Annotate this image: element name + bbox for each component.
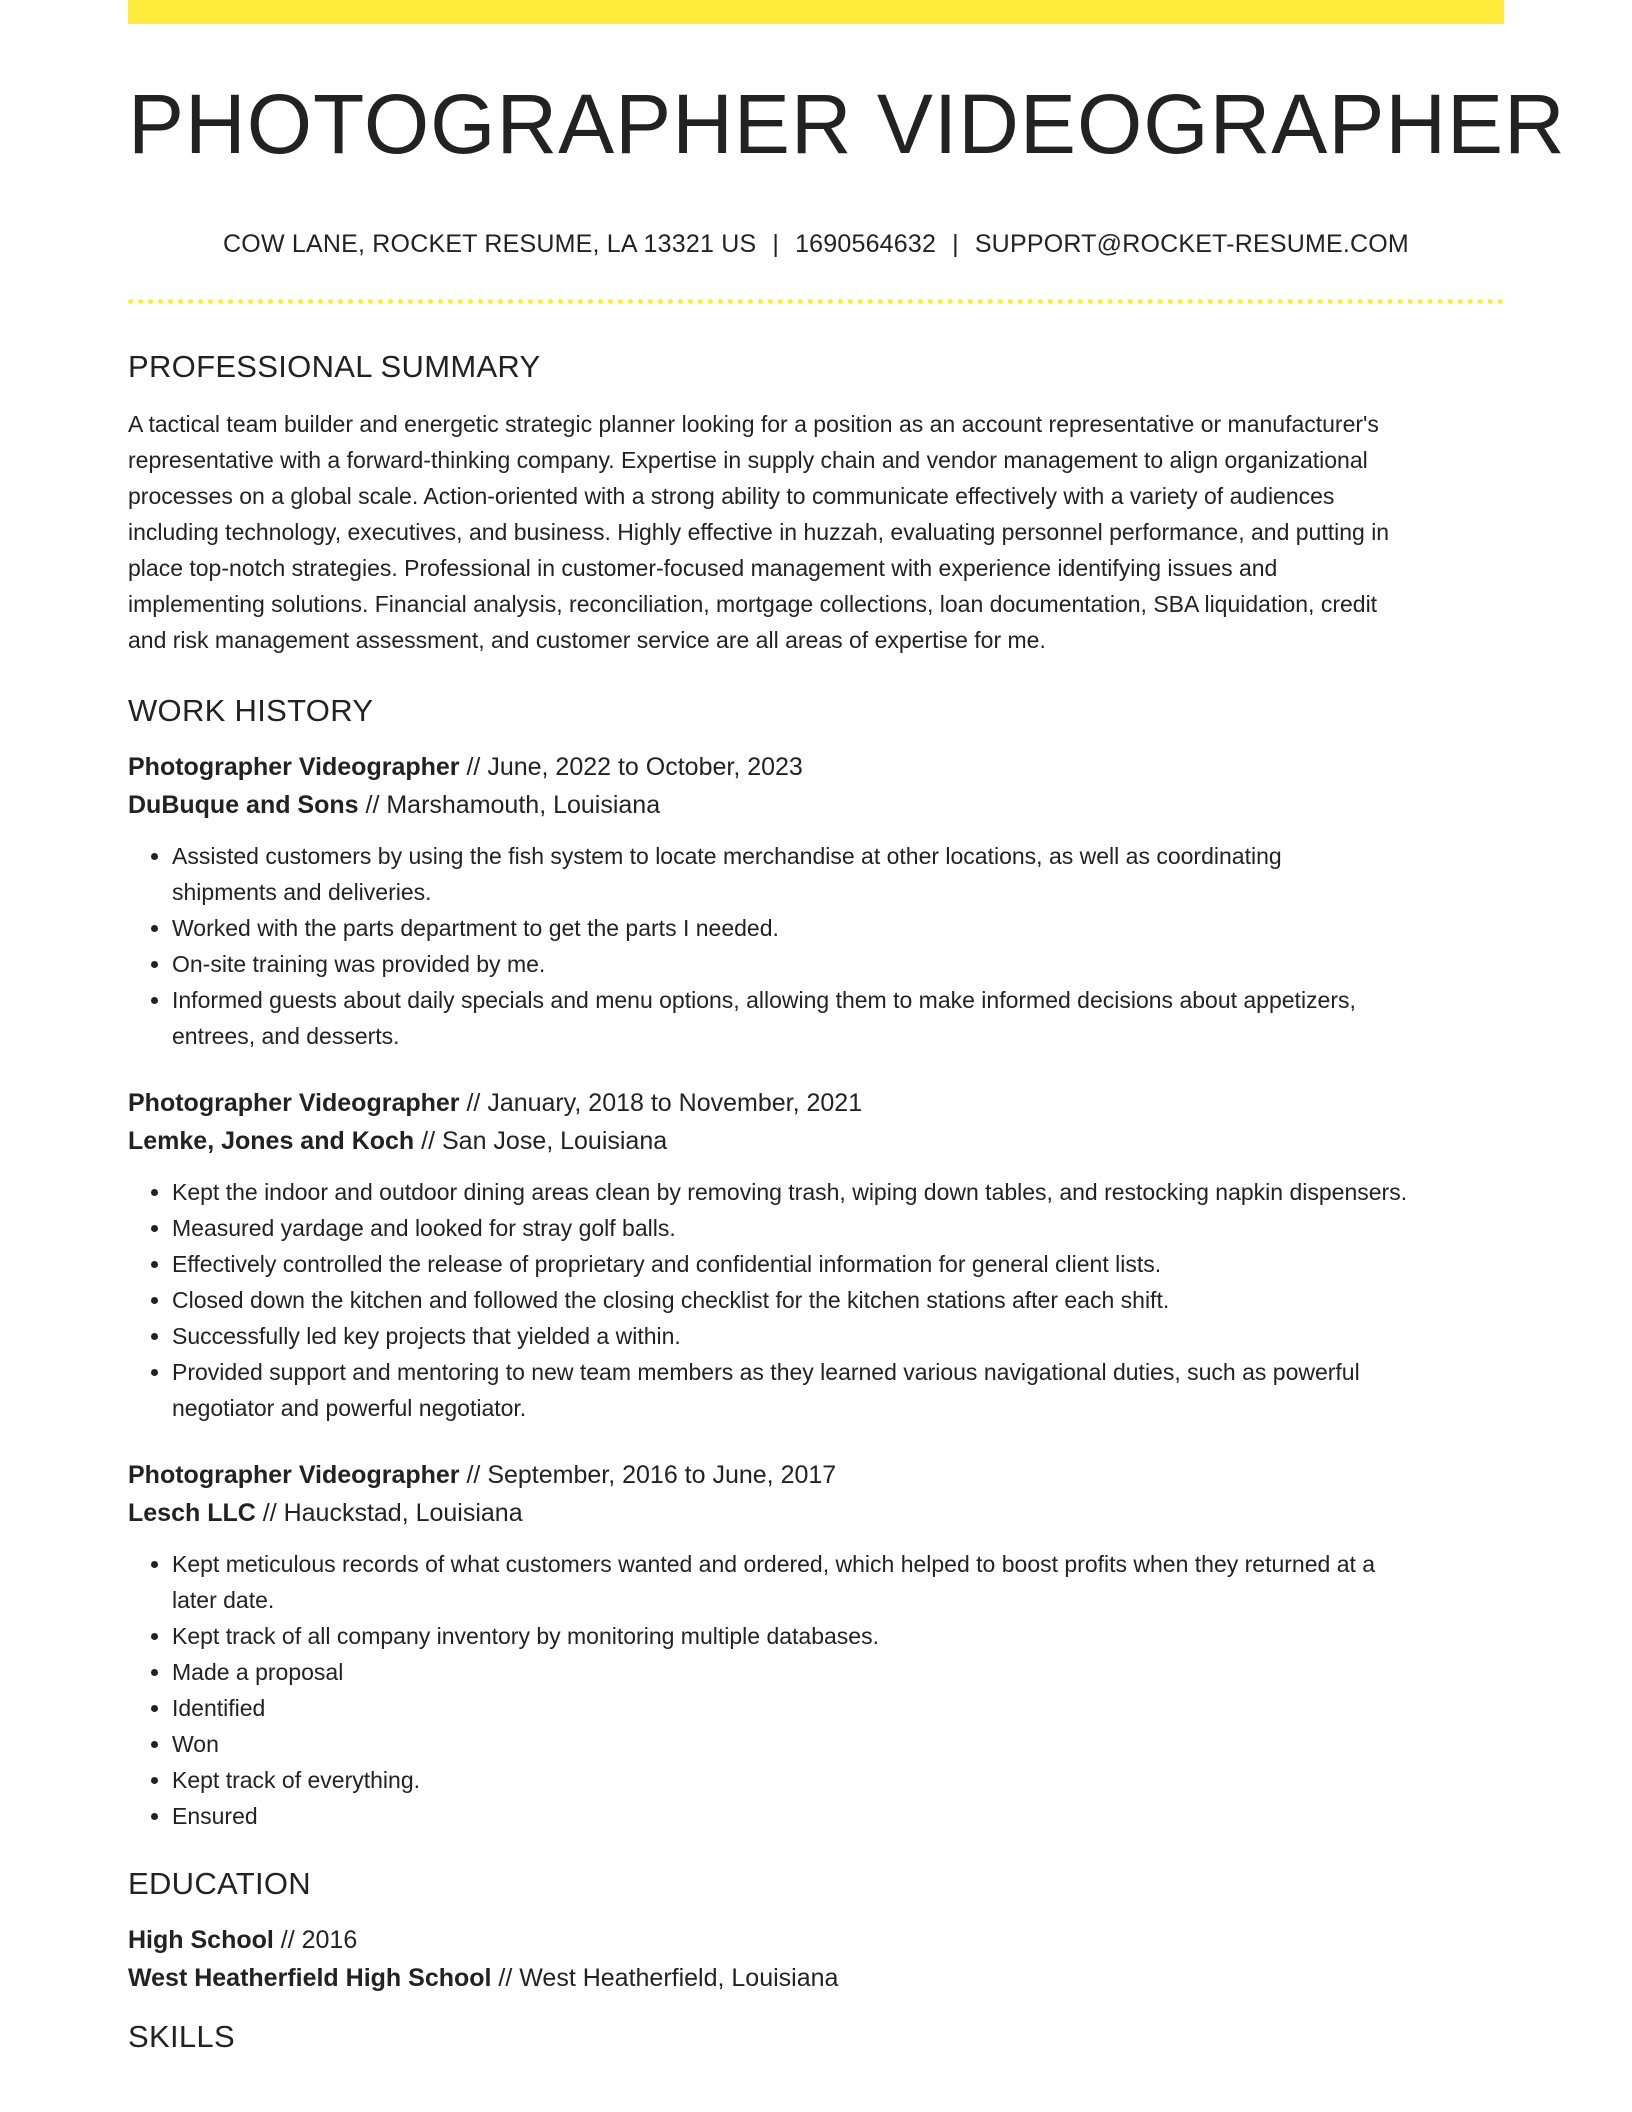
job-bullet <box>172 1690 1504 1726</box>
job-bullet <box>172 1798 1504 1834</box>
bullet-line: • On-site training was provided by me. <box>172 951 546 977</box>
summary-line: implementing solutions. Financial analysis, reconciliation, mortgage collections, loan documentation, SBA liquidation, credit <box>128 591 1378 617</box>
job-bullets <box>128 1546 1504 1834</box>
job-company: Lesch LLC <box>128 1499 256 1527</box>
job-title-line <box>128 1084 1504 1122</box>
bullet-line: • Measured yardage and looked for stray golf balls. <box>172 1215 676 1241</box>
contact-address: COW LANE, ROCKET RESUME, LA 13321 US <box>223 230 757 258</box>
job-bullets <box>128 838 1504 1054</box>
job-bullet <box>172 1354 1504 1426</box>
job-company: Lemke, Jones and Koch <box>128 1127 415 1155</box>
job-position: Photographer Videographer <box>128 1461 460 1489</box>
job-position: Photographer Videographer <box>128 1089 460 1117</box>
education-degree-line <box>128 1921 1504 1959</box>
job-bullet <box>172 982 1504 1054</box>
job-bullet <box>172 1546 1504 1618</box>
bullet-line: • Assisted customers by using the fish system to locate merchandise at other locations, as well as coordinating <box>172 843 1282 869</box>
job-dates: // January, 2018 to November, 2021 <box>459 1089 863 1117</box>
job-position: Photographer Videographer <box>128 753 460 781</box>
job-bullet <box>172 1762 1504 1798</box>
bullet-line: • Provided support and mentoring to new team members as they learned various navigational duties, such as powerful <box>172 1359 1360 1385</box>
bullet-line: • Ensured <box>172 1803 258 1829</box>
job-entry <box>128 748 1504 1054</box>
education-entry <box>128 1921 1504 1997</box>
summary-line: and risk management assessment, and customer service are all areas of expertise for me. <box>128 627 1046 653</box>
job-location: // San Jose, Louisiana <box>414 1127 668 1155</box>
resume-page <box>128 0 1566 2054</box>
contact-email[interactable]: SUPPORT@ROCKET-RESUME.COM <box>974 230 1409 258</box>
summary-line: processes on a global scale. Action-oriented with a strong ability to communicate effectively with a variety of audiences <box>128 483 1335 509</box>
bullet-line: • Informed guests about daily specials and menu options, allowing them to make informed decisions about appetizers, <box>172 987 1356 1013</box>
summary-line: including technology, executives, and business. Highly effective in huzzah, evaluating personnel performance, and putting in <box>128 519 1390 545</box>
bullet-line: • Kept meticulous records of what customers wanted and ordered, which helped to boost profits when they returned at a <box>172 1551 1376 1577</box>
job-location: // Hauckstad, Louisiana <box>255 1499 523 1527</box>
dotted-divider <box>128 299 1504 304</box>
education-degree: High School <box>128 1926 274 1954</box>
job-entry <box>128 1084 1504 1426</box>
bullet-line: • Made a proposal <box>172 1659 344 1685</box>
accent-top-bar <box>128 0 1504 24</box>
skills-heading: SKILLS <box>128 2019 235 2054</box>
resume-name: PHOTOGRAPHER VIDEOGRAPHER <box>128 77 1566 171</box>
summary-line: A tactical team builder and energetic strategic planner looking for a position as an account representative or manufacturer's <box>128 411 1379 437</box>
summary-text <box>128 406 1504 658</box>
job-company-line <box>128 1122 1504 1160</box>
summary-line: place top-notch strategies. Professional in customer-focused management with experience identifying issues and <box>128 555 1278 581</box>
job-bullets <box>128 1174 1504 1426</box>
bullet-line: • Identified <box>172 1695 266 1721</box>
bullet-line: • Effectively controlled the release of proprietary and confidential information for general client lists. <box>172 1251 1162 1277</box>
contact-line <box>128 232 1504 257</box>
job-bullet <box>172 1318 1504 1354</box>
job-bullet <box>172 1210 1504 1246</box>
job-bullet <box>172 946 1504 982</box>
summary-line: representative with a forward-thinking company. Expertise in supply chain and vendor management to align organizational <box>128 447 1368 473</box>
bullet-line: • Kept track of everything. <box>172 1767 421 1793</box>
bullet-line: • Successfully led key projects that yielded a within. <box>172 1323 681 1349</box>
job-company-line <box>128 786 1504 824</box>
bullet-line: • Closed down the kitchen and followed the closing checklist for the kitchen stations after each shift. <box>172 1287 1170 1313</box>
contact-separator: | <box>952 230 959 258</box>
bullet-line: • Worked with the parts department to get the parts I needed. <box>172 915 779 941</box>
job-bullet <box>172 1282 1504 1318</box>
bullet-line: • Kept the indoor and outdoor dining areas clean by removing trash, wiping down tables, and restocking napkin dispensers. <box>172 1179 1408 1205</box>
job-bullet <box>172 910 1504 946</box>
education-year: // 2016 <box>273 1926 358 1954</box>
bullet-line: • Won <box>172 1731 219 1757</box>
bullet-line: entrees, and desserts. <box>172 1023 400 1049</box>
job-title-line <box>128 748 1504 786</box>
education-school-line <box>128 1959 1504 1997</box>
education-heading: EDUCATION <box>128 1866 311 1901</box>
job-title-line <box>128 1456 1504 1494</box>
job-location: // Marshamouth, Louisiana <box>358 791 661 819</box>
job-company: DuBuque and Sons <box>128 791 359 819</box>
contact-separator: | <box>772 230 780 258</box>
contact-phone[interactable]: 1690564632 <box>795 230 937 258</box>
job-bullet <box>172 1618 1504 1654</box>
job-entry <box>128 1456 1504 1834</box>
job-bullet <box>172 1246 1504 1282</box>
job-dates: // June, 2022 to October, 2023 <box>459 753 803 781</box>
job-bullet <box>172 1174 1504 1210</box>
job-bullet <box>172 838 1504 910</box>
bullet-line: later date. <box>172 1587 275 1613</box>
bullet-line: • Kept track of all company inventory by monitoring multiple databases. <box>172 1623 879 1649</box>
education-school: West Heatherfield High School <box>128 1964 492 1992</box>
job-dates: // September, 2016 to June, 2017 <box>459 1461 837 1489</box>
work-history-heading: WORK HISTORY <box>128 693 374 728</box>
job-company-line <box>128 1494 1504 1532</box>
bullet-line: negotiator and powerful negotiator. <box>172 1395 527 1421</box>
summary-heading: PROFESSIONAL SUMMARY <box>128 349 541 384</box>
job-bullet <box>172 1726 1504 1762</box>
job-bullet <box>172 1654 1504 1690</box>
education-location: // West Heatherfield, Louisiana <box>491 1964 839 1992</box>
bullet-line: shipments and deliveries. <box>172 879 432 905</box>
